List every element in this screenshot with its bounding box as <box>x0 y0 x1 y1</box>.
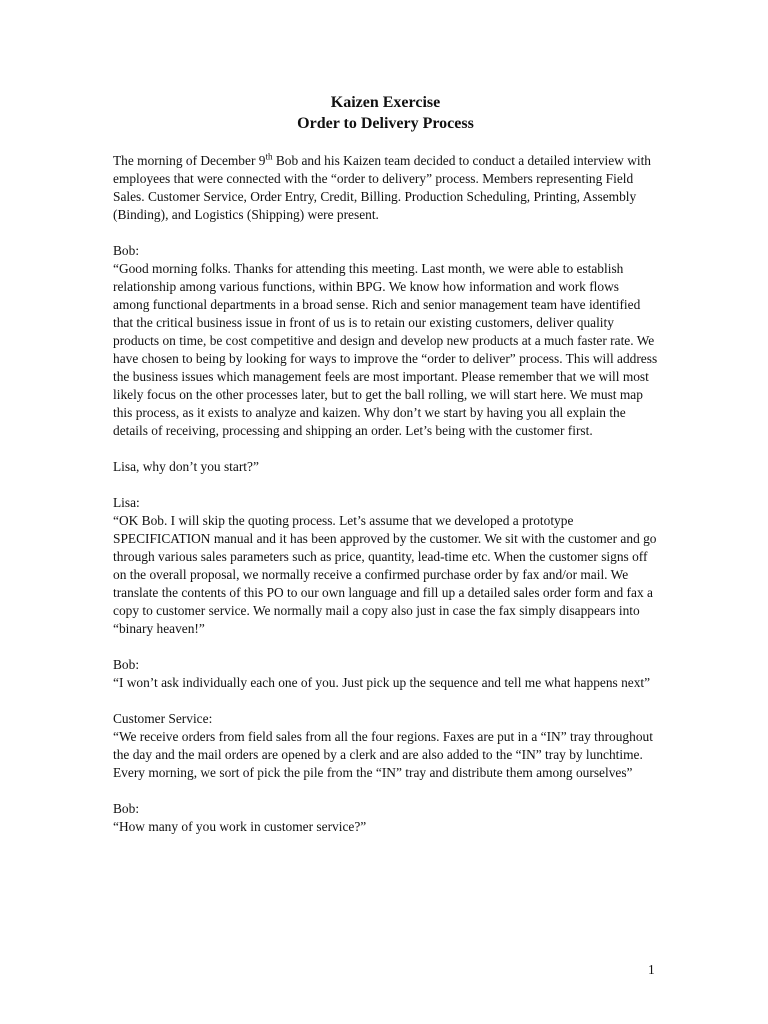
intro-text-start: The morning of December 9 <box>113 153 266 168</box>
document-body <box>113 92 658 854</box>
intro-superscript: th <box>265 151 273 162</box>
speaker-label: Customer Service: <box>113 711 213 726</box>
speaker-label: Bob: <box>113 657 140 672</box>
speaker-label: Lisa: <box>113 495 140 510</box>
dialogue-paragraph: “We receive orders from field sales from all the four regions. Faxes are put in a “IN” tray throughout the day and the mail orders are opened by a clerk and are also added to the “IN” tray by lunchtime. Every morning, we sort of pick the pile from the “IN” tray and distribute them among ourselves” <box>113 729 653 780</box>
page-number: 1 <box>648 962 655 977</box>
intro-text-rest: Bob and his Kaizen team decided to conduct a detailed interview with employees that were connected with the “order to delivery” process. Members representing Field Sales. Customer Service, Order Entry, Credit, Billing. Production Scheduling, Printing, Assembly (Binding), and Logistics (Shipping) were present. <box>113 153 652 222</box>
dialogue-paragraph: “I won’t ask individually each one of you. Just pick up the sequence and tell me what happens next” <box>113 675 651 690</box>
intro-paragraph <box>113 152 658 224</box>
document-title <box>113 92 658 134</box>
dialogue-paragraph: “Good morning folks. Thanks for attending this meeting. Last month, we were able to establish relationship among various functions, within BPG. We know how information and work flows among functional departments in a broad sense. Rich and senior management team have identified that the critical business issue in front of us is to retain our existing customers, deliver quality products on time, be cost competitive and design and develop new products at a much faster rate. We have chosen to being by looking for ways to improve the “order to deliver” process. This will address the business issues which management feels are most important. Please remember that we will most likely focus on the other processes later, but to get the ball rolling, we will start here. We must map this process, as it exists to analyze and kaizen. Why don’t we start by having you all explain the details of receiving, processing and shipping an order. Let’s being with the customer first. <box>113 261 658 438</box>
speaker-label: Bob: <box>113 243 140 258</box>
dialogue-paragraph: “How many of you work in customer service?” <box>113 819 367 834</box>
title-line-2: Order to Delivery Process <box>297 115 474 132</box>
speaker-label: Bob: <box>113 801 140 816</box>
dialogue-paragraph: “OK Bob. I will skip the quoting process. Let’s assume that we developed a prototype SPECIFICATION manual and it has been approved by the customer. We sit with the customer and go through various sales parameters such as price, quantity, lead-time etc. When the customer signs off on the overall proposal, we normally receive a confirmed purchase order by fax and/or mail. We translate the contents of this PO to our own language and fill up a detailed sales order form and fax a copy to customer service. We normally mail a copy also just in case the fax simply disappears into “binary heaven!” <box>113 513 657 636</box>
dialogue-paragraph: Lisa, why don’t you start?” <box>113 459 259 474</box>
title-line-1: Kaizen Exercise <box>330 94 441 111</box>
